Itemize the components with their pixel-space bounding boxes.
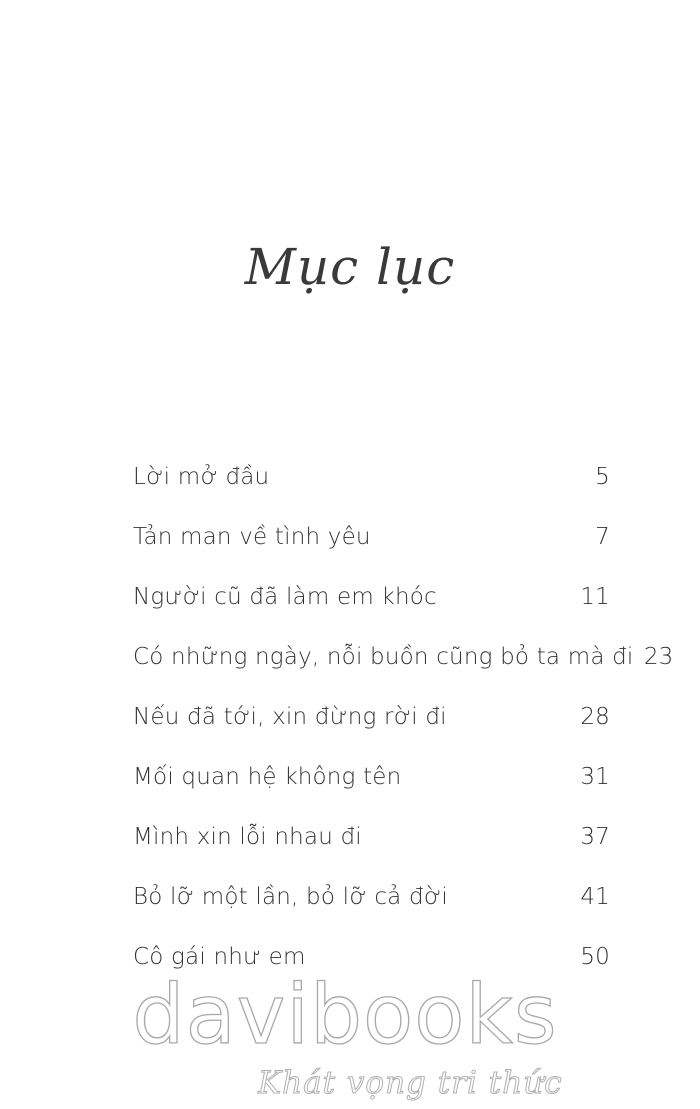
toc-entry-title: Mình xin lỗi nhau đi: [133, 824, 362, 850]
toc-entry: [133, 824, 610, 884]
toc-entry-page: 11: [580, 584, 610, 610]
page-title: Mục lục: [244, 238, 456, 296]
toc-entry: [133, 584, 610, 644]
toc-entry: [133, 704, 610, 764]
toc-entry-page: 50: [580, 944, 610, 970]
toc-entry-page: 41: [580, 884, 610, 910]
toc-entry-title: Người cũ đã làm em khóc: [133, 584, 437, 610]
toc-entry: [133, 524, 610, 584]
toc-entry: [133, 464, 610, 524]
toc-entry: [133, 764, 610, 824]
toc-entry-title: Tản man về tình yêu: [133, 524, 371, 550]
toc-entry-title: Nếu đã tới, xin đừng rời đi: [133, 704, 447, 730]
toc-entry-page: 37: [580, 824, 610, 850]
watermark-brand: davibooks: [132, 968, 558, 1063]
watermark: [0, 968, 700, 1101]
toc-entry-page: 5: [595, 464, 610, 490]
toc-entry-title: Có những ngày, nỗi buồn cũng bỏ ta mà đi: [133, 644, 634, 670]
toc-entry-title: Mối quan hệ không tên: [133, 764, 402, 790]
toc-entry-page: 31: [580, 764, 610, 790]
toc-entry-title: Bỏ lỡ một lần, bỏ lỡ cả đời: [133, 884, 448, 910]
toc-entry-page: 28: [580, 704, 610, 730]
toc-entry-page: 7: [595, 524, 610, 550]
toc-entry: [133, 644, 674, 704]
table-of-contents: [133, 464, 674, 1004]
toc-entry-title: Cô gái như em: [133, 944, 306, 970]
toc-entry-title: Lời mở đầu: [133, 464, 270, 490]
watermark-slogan: Khát vọng tri thức: [258, 1065, 563, 1101]
toc-entry-page: 23: [643, 644, 674, 670]
toc-entry: [133, 884, 610, 944]
